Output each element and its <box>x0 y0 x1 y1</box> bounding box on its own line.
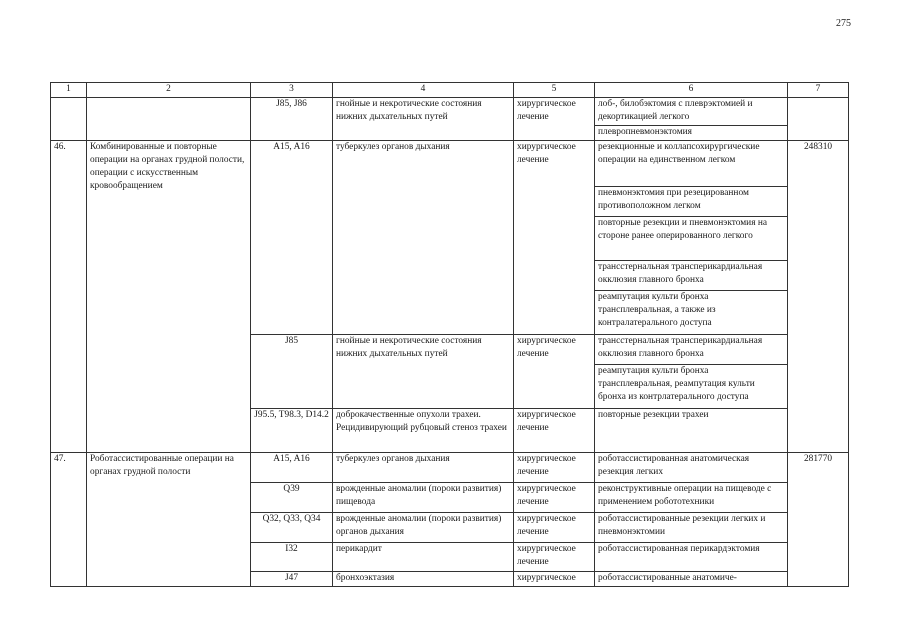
condition-model: туберкулез органов дыхания <box>333 141 514 335</box>
treatment-type: хирургическое <box>514 572 595 587</box>
treatment-type: хирургическое лечение <box>514 98 595 141</box>
table-row <box>51 141 849 187</box>
treatment-type: хирургическое лечение <box>514 335 595 409</box>
condition-model: врожденные аномалии (пороки развития) пищевода <box>333 483 514 513</box>
treatment-type: хирургическое лечение <box>514 483 595 513</box>
condition-model: перикардит <box>333 543 514 572</box>
treatment-method: роботассистированная анатомическая резекция легких <box>595 453 788 483</box>
treatment-method: плевропневмонэктомия <box>595 126 788 141</box>
diagnosis-codes: I32 <box>251 543 333 572</box>
cost-value: 281770 <box>788 453 849 587</box>
condition-model: туберкулез органов дыхания <box>333 453 514 483</box>
diagnosis-codes: A15, A16 <box>251 141 333 335</box>
cost-value: 248310 <box>788 141 849 453</box>
column-number-7: 7 <box>788 83 849 98</box>
treatment-method: трансстернальная трансперикардиальная окклюзия главного бронха <box>595 335 788 365</box>
diagnosis-codes: Q39 <box>251 483 333 513</box>
service-name: Роботассистированные операции на органах грудной полости <box>87 453 251 587</box>
condition-model: доброкачественные опухоли трахеи. Рецидивирующий рубцовый стеноз трахеи <box>333 409 514 453</box>
column-number-5: 5 <box>514 83 595 98</box>
column-number-1: 1 <box>51 83 87 98</box>
treatment-type: хирургическое лечение <box>514 141 595 335</box>
treatment-method: лоб-, билобэктомия с плеврэктомией и декортикацией легкого <box>595 98 788 126</box>
column-number-3: 3 <box>251 83 333 98</box>
treatment-method: реампутация культи бронха трансплевральная, реампутация культи бронха из контрлатерального доступа <box>595 365 788 409</box>
services-table <box>50 82 849 587</box>
diagnosis-codes: J47 <box>251 572 333 587</box>
treatment-method: повторные резекции трахеи <box>595 409 788 453</box>
diagnosis-codes: J85 <box>251 335 333 409</box>
treatment-method: реконструктивные операции на пищеводе с применением робототехники <box>595 483 788 513</box>
diagnosis-codes: J95.5, T98.3, D14.2 <box>251 409 333 453</box>
table-row <box>51 453 849 483</box>
treatment-method: роботассистированная перикардэктомия <box>595 543 788 572</box>
table-header-row <box>51 83 849 98</box>
row-name-cell <box>87 98 251 141</box>
table-row <box>51 98 849 126</box>
condition-model: гнойные и некротические состояния нижних дыхательных путей <box>333 335 514 409</box>
treatment-method: повторные резекции и пневмонэктомия на стороне ранее оперированного легкого <box>595 217 788 261</box>
row-number-cell <box>51 98 87 141</box>
condition-model: бронхоэктазия <box>333 572 514 587</box>
treatment-type: хирургическое лечение <box>514 409 595 453</box>
treatment-type: хирургическое лечение <box>514 543 595 572</box>
treatment-method: резекционные и коллапсохирургические операции на единственном легком <box>595 141 788 187</box>
treatment-type: хирургическое лечение <box>514 513 595 543</box>
row-number: 46. <box>51 141 87 453</box>
treatment-method: роботассистированные резекции легких и пневмонэктомии <box>595 513 788 543</box>
condition-model: врожденные аномалии (пороки развития) органов дыхания <box>333 513 514 543</box>
row-number: 47. <box>51 453 87 587</box>
diagnosis-codes: J85, J86 <box>251 98 333 141</box>
treatment-method: роботассистированные анатомиче- <box>595 572 788 587</box>
condition-model: гнойные и некротические состояния нижних дыхательных путей <box>333 98 514 141</box>
diagnosis-codes: Q32, Q33, Q34 <box>251 513 333 543</box>
service-name: Комбинированные и повторные операции на органах грудной полости, операции с искусственным кровообращением <box>87 141 251 453</box>
cost-cell <box>788 98 849 141</box>
treatment-method: пневмонэктомия при резецированном противоположном легком <box>595 187 788 217</box>
column-number-6: 6 <box>595 83 788 98</box>
treatment-method: трансстернальная трансперикардиальная окклюзия главного бронха <box>595 261 788 291</box>
treatment-method: реампутация культи бронха трансплевральная, а также из контралатерального доступа <box>595 291 788 335</box>
column-number-2: 2 <box>87 83 251 98</box>
diagnosis-codes: A15, A16 <box>251 453 333 483</box>
treatment-type: хирургическое лечение <box>514 453 595 483</box>
column-number-4: 4 <box>333 83 514 98</box>
page-number: 275 <box>836 18 851 29</box>
